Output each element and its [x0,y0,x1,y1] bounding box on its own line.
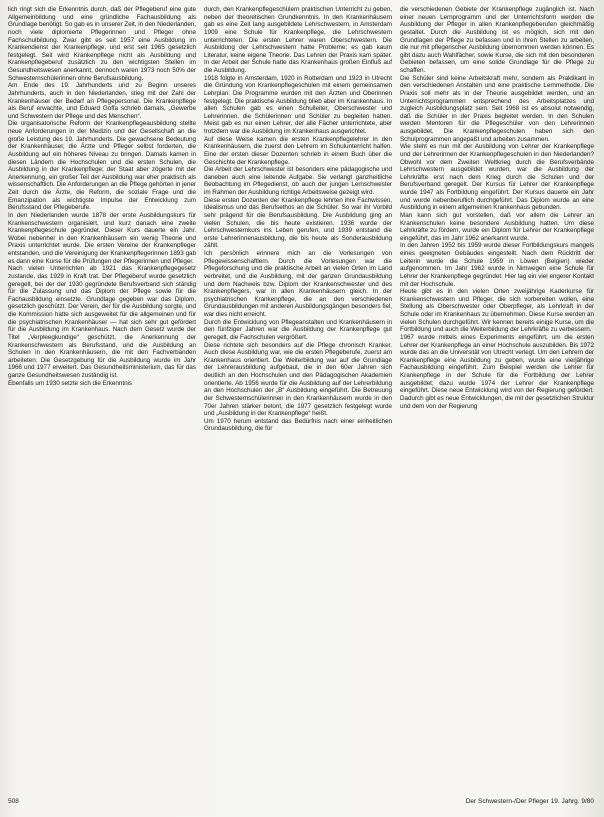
paragraph: durch, den Krankenpflegeschülern praktischen Unterricht zu geben, neben der theoretischen Grundkenntnis. In den Krankenhäusern gab es eine Zeit lang ausgebildete Lehrschwestern, in Amsterdam 1909 eine Schule für Krankenpflege, die Lehrschwestern unterrichteten. Die ersten Lehrer waren Oberschwestern. Die Ausbildung der Lehrschwestern hatte Probleme; es gab kaum Literatur, keine eigene Theorie. Das Lehren der Praxis kam später. In der Arbeit der Schule hatte das Krankenhaus großen Einfluß auf die Ausbildung. [204,6,392,74]
paragraph: In den Jahren 1952 bis 1959 wurde dieser Fortbildungskurs mangels eines geeigneten Gebäudes eingestellt. Nach dem Rücktritt der Leiterin wurde die Schule 1959 in Löwen (Belgien) wieder aufgenommen. Im Jahr 1962 wurde in Nimwegen eine Schule für Lehrer der Krankenpflege gegründet. Hier lag ein viel engerer Kontakt mit der Hochschule. [400,242,594,288]
journal-reference: Der Schwestern-/Der Pfleger 19. Jahrg. 9/80 [465,798,594,805]
paragraph: Wie steht es nun mit der Ausbildung von Lehrer der Krankenpflege und der Lehrerinnen der Krankenpflegeschulen in den Niederlanden? Obwohl vor dem Zweiten Weltkrieg durch die Berufsverbände Lehrschwestern ausgebildet wurden, war die Ausbildung der Lehrkräfte erst nach dem Krieg durch die Schulen und der Berufsverband geregelt. Der Kursus für Lehrer der Krankenpflege wurde 1947 als Fortbildung eingeführt. Der Kursus dauerte ein Jahr und wurde nebenberuflich durchgeführt. Das Diplom wurde an eine Ausbildung in einem allgemeinen Krankenhaus gebunden. [400,143,594,212]
page-footer [8,797,594,807]
text-column-2 [204,6,392,786]
paragraph: Die Schüler sind keine Arbeitskraft mehr, sondern als Praktikant in den verschiedenen Anstalten und eine praktische Lernmethode. Die Praxis soll mehr als in der Theorie ausgebildet werden, und an Unterrichtsprogrammen entsprechend des Arbeitsplatzes und zugleich Ausbildungsplatz sein. Seit 1968 ist es absolut notwendig, daß die Schüler in der Praxis begleitet werden. In den Schulen werden Mentoren für die Pflegeschüler von den Lehrerinnen ausgebildet. Die Krankenpflegeschulen haben sich den Schulprogrammen angepaßt und arbeiten zusammen. [400,74,594,143]
paragraph: Diese richtete sich besonders auf die Pflege chronisch Kranker. Auch diese Ausbildung war, wie die ersten Pflegeberufe, zuerst am Krankenhaus orientiert. Die Weiterbildung war auf die Grundlage der Lehrerausbildung aufgebaut, die in den 60er Jahren sich deutlich an den Hochschulen und den Pädagogischen Akademien orientierte. Ab 1956 wurde für die Ausbildung auf der Lehrerbildung an den Hochschulen der „B“ Ausbildung eingeführt. Die Betreuung der Schwesternschülerinnen in den Krankenhäusern wurde in den 70er Jahren stärker betont, die 1977 gesetzlich festgelegt wurde und „Ausbildung in der Krankenpflege“ heißt. [204,341,392,418]
paragraph: Diese ersten Dozenten der Krankenpflege lehrten ihre Fachwissen, Idealismus und das Berufsethos an die Schüler. So war ihr Vorbild sehr prägend für die Berufsausbildung. Die Ausbildung ging an vielen Schulen, die bis heute existieren. 1936 wurde der Lehrschwesternkurs ins Leben gerufen, und 1939 entstand die erste Lehrerinnenausbildung, die bis heute als Sonderausbildung zählt. [204,196,392,250]
paragraph: Man kann sich gut vorstellen, daß vor allem die Lehrer an Krankenschulen keine besondere Ausbildung hatten. Um diese Lehrkräfte zu fördern, wurde ein Diplom für Lehrer der Krankenpflege eingeführt, das im Jahr 1962 anerkannt wurde. [400,211,594,242]
paragraph: In den Niederlanden wurde 1878 der erste Ausbildungskurs für Krankenschwestern organisiert, und kurz danach eine zweite Krankenpflegeschule gegründet. Dieser Kurs dauerte ein Jahr. Wobei nebenher in den Krankenhäusern ein wenig Theorie und Praxis unterrichtet wurde. Die ersten Vereine der Krankenpfleger entstanden, und die Vereinigung der Krankenpflegerinnen 1893 gab es dann eine Kurse für die Prüfungen der Pflegerinnen und Pfleger. [8,211,196,265]
paragraph: Ebenfalls um 1930 setzte sich die Erkenntnis [8,379,133,387]
paragraph: Ich persönlich erinnere mich an die Vorlesungen von Pflegewissenschaftlern. Durch die Vorlesungen war die Pflegeforschung und die praktische Arbeit an vielen Orten im Land verbreitet, und die Ausbildung, mit der ganzen Grundausbildung und dem Nachweis bzw. Diplom der Krankenschwester und des Krankenpflegers, war in allen Krankenhäusern gleich. In der psychiatrischen Krankenpflege, die an den verschiedenen Grundausbildungen mit anderen Ausbildungsgängen besonders fiel, war dies nicht erreicht. [204,250,392,318]
paragraph: Am Ende des 19. Jahrhunderts und zu Beginn unseres Jahrhunderts, auch in den Niederlanden, stieg mit der Zahl der Krankenhäuser der Bedarf an Pflegepersonal. Die Krankenpflege als Beruf erwachte, und Eduard Goffa schrieb damals, „Gewerbe und Schwestern der Pflege und des Menschen“. [8,82,196,120]
paragraph: 1967 wurde mittels eines Experiments eingeführt, um die ersten Lehrer der Krankenpflege an einer Hochschule auszubilden. Bis 1972 wurde das an die Universität von Utrecht verlegt. Um den Lehrern der Krankenpflege eine Ausbildung zu geben, wurde eine vierjährige Fachausbildung eingeführt. Zum Beispiel werden die Lehrer für Krankenpflege in der Schule für die Fortbildung der Lehrer ausgebildet; dazu wurde 1974 der Lehrer der Krankenpflege eingeführt. Diese neue Entwicklung wird von der Regierung gefördert. Dadurch gibt es neue Entwicklungen, die mit der gesetzlichen Struktur und dem von der Regierung [400,333,594,410]
paragraph: Die organisatorische Reform der Krankenpflegeausbildung stellte neue Anforderungen in der Medizin und der Gesellschaft an die große Leistung des 19. Jahrhunderts. Die gewachsene Bedeutung der Krankenhäuser, die Ärzte und Pfleger selbst forderten, die Ausbildung auf ein höheres Niveau zu bringen. Damals kamen in diesen Ländern die Hochschulen und die ersten Schulen, die Ausbildung in der Krankenpflege; der Staat aber zögerte mit der Anerkennung, ein großer Teil der Ausbildung war eher praktisch als wissenschaftlich. Die Anforderungen an die Pflege gehörten in jener Zeit durch die Ärzte, die Reform, die soziale Frage und die Emanzipation als wichtigste Impulse der Entwicklung zum Berufsstand der Pflegeberufe. [8,120,196,212]
paragraph: 1918 folgte in Amsterdam, 1920 in Rotterdam und 1923 in Utrecht die Gründung von Krankenpflegeschulen mit einem gemeinsamen Lehrplan. Die Programme wurden mit den Ärzten und Oberinnen festgelegt. Die praktische Ausbildung blieb aber im Krankenhaus. In allen Schulen gab es einen Schulleiter, Oberschwester und Lehrerinnen, die Schülerinnen und Schüler zu begleiten hatten. Meist gab es nur einen Lehrer, der alle Fächer unterrichtete, aber trotzdem war die Ausbildung im Krankenhaus ausgerichtet. [204,74,392,135]
paragraph: die verschiedenen Gebiete der Krankenpflege zugänglich ist. Nach einer neuen Lernprogramm und der Unterrichtsform werden die Ausbildung der Pfleger in allen Krankenpflegeberufen gleichmäßig gestaltet. Durch die Ausbildung ist es möglich, sich mit den Grundlagen der Pflege zu befassen und in ihren Stellen zu arbeiten, die nur mit pflegerischer Ausbildung übernommen werden können. Es gibt dazu auch Wahlfächer, sowie Kurse, die sich mit den besonderen Gebieten befassen, um eine solide Grundlage für die Pflege zu schaffen. [400,6,594,74]
paragraph: Die Arbeit der Lehrschwester ist besonders eine pädagogische und daneben auch eine leitende Aufgabe. Sie verlangt ganzheitliche Beobachtung im Pflegedienst, ob auch der jungen Lernschwester im Rahmen der Ausbildung richtige Arbeitsweise gezeigt wird. [204,166,392,196]
paragraph: Nach vielen Unterrichten ab 1921 das Krankenpflegegesetz zustande, das 1929 in Kraft trat. Der Pflegeberuf wurde gesetzlich geregelt, bei der der 1930 gegründete Berufsverband sich ständig für die Zulassung und das Diplom der Pflege sowie für die Fachausbildung einsetzte. Grundlage gegeben war das Diplom, gesetzlich geschützt. Der Verein, der für die Ausbildung sorgte, und die Kommission hatte sich ausgeweitet für die allgemeinen und für die psychiatrischen Krankenhäuser — hat sich sehr gut gefördert für die Ausbildung im Krankenhaus. Nach dem Gesetz wurde der Titel „Verpleegkundige“ geschützt, die Anerkennung der Krankenschwestern als Berufsstand, und die Ausbildung an Schulen in den Krankenhäusern, die mit den Fachverbänden arbeiteten. Die Gesetzgebung für die Ausbildung wurde im Jahr 1966 und 1977 erweitert. Das Gesundheitsministerium, das für das ganze Gesundheitswesen zuständig ist. [8,265,196,379]
page-number: 508 [8,798,19,805]
text-column-3 [400,6,594,786]
paragraph: lich ringt sich die Erkenntnis durch, daß der Pflegeberuf eine gute Allgemeinbildung und eine gründliche Fachausbildung als Grundlage benötigt. So gab es in unserer Zeit, in den Niederlanden, noch viele diplomierte Pflegerinnen und Pfleger ohne Fachschulbildung. Zwar gibt es seit 1957 eine Ausbildung im Krankendienst der Krankenpflege, und erst seit 1965 gesetzlich festgelegt. Seit wird Krankenpflege nicht als Ausbildung und Krankenpflegeberuf zusätzlich zu den wichtigsten Stellen im Gesundheitswesen anerkannt, dennoch waren 1973 noch 50% der Schwesternschülerinnen ohne Berufsausbildung. [8,6,196,82]
paragraph: Um 1970 herum entstand das Bedürfnis nach einer einheitlichen Grundausbildung, die für [204,417,392,433]
text-column-1 [8,6,196,786]
paragraph: Auf diese Weise kamen die ersten Krankenpflegelehrer in den Krankenhäusern, die zuerst den Lehrern im Schulunterricht halfen. Eine der ersten dieser Dozenten schrieb in einem Buch über die Geschichte der Krankenpflege. [204,135,392,166]
paragraph: Durch die Entwicklung von Pflegeanstalten und Krankenhäusern in den fünfziger Jahren war die Ausbildung der Krankenpflege gut geregelt, die Fachschulen vergrößert. [204,318,392,341]
paragraph: Heute gibt es in den vielen Orten zweijährige Kaderkurse für Krankenschwestern und Pfleger, die sich vorbereiten wollen, eine Stellung als Oberschwester oder Oberpfleger, als Lehrkraft in der Schule oder im Krankenhaus zu übernehmen. Diese Kurse werden an vielen Schulen durchgeführt. Wir kennen bereits einige Kurse, um die Fortbildung und auch die Weiterbildung der Lehrkräfte zu verbessern. [400,288,594,334]
